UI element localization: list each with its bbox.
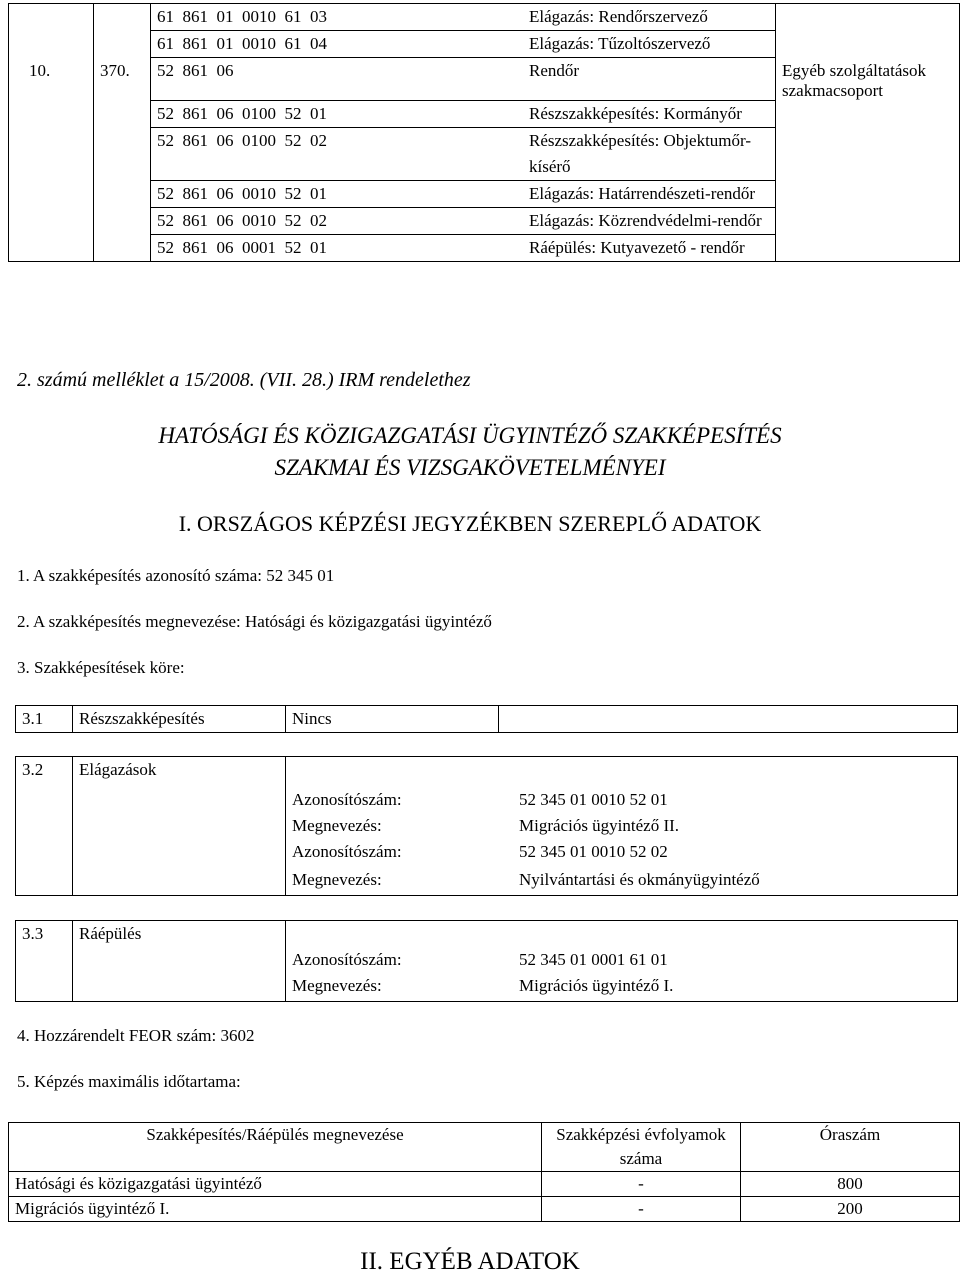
training-duration-table (8, 1122, 960, 1222)
code-cell: 52 861 06 (151, 58, 524, 101)
detail-row (286, 947, 679, 973)
table-row (9, 208, 960, 235)
years-cell: - (542, 1172, 741, 1197)
sequence-cell (94, 235, 151, 262)
row-number-cell (9, 101, 94, 128)
row-number-cell (9, 235, 94, 262)
item-2-name: 2. A szakképesítés megnevezése: Hatósági és közigazgatási ügyintéző (17, 612, 492, 631)
detail-key: Azonosítószám: (292, 950, 402, 969)
group-cell (776, 101, 960, 128)
branches-details (286, 787, 766, 893)
item-3-scope: 3. Szakképesítések köre: (17, 658, 185, 677)
code-cell: 61 861 01 0010 61 03 (151, 4, 524, 31)
code-cell: 52 861 06 0100 52 01 (151, 101, 524, 128)
sequence-cell (94, 181, 151, 208)
table-row (9, 1197, 960, 1222)
group-cell (776, 4, 960, 31)
table-row (16, 706, 958, 733)
empty-cell (499, 706, 958, 733)
table-row (9, 58, 960, 101)
years-cell: - (542, 1197, 741, 1222)
group-cell (776, 208, 960, 235)
description-cell: Elágazás: Rendőrszervező (523, 4, 776, 31)
column-header-name: Szakképesítés/Ráépülés megnevezése (9, 1123, 542, 1172)
group-cell (776, 181, 960, 208)
detail-key: Megnevezés: (292, 976, 382, 995)
qualification-name-cell: Migrációs ügyintéző I. (9, 1197, 542, 1222)
table-row (9, 101, 960, 128)
item-5-duration: 5. Képzés maximális időtartama: (17, 1072, 241, 1091)
description-cell: Elágazás: Határrendészeti-rendőr (523, 181, 776, 208)
annex-title: 2. számú melléklet a 15/2008. (VII. 28.) IRM rendelethez (17, 369, 471, 391)
detail-key: Megnevezés: (292, 816, 382, 835)
document-title-line-1: HATÓSÁGI ÉS KÖZIGAZGATÁSI ÜGYINTÉZŐ SZAKKÉPESÍTÉS (158, 423, 782, 448)
table-row (9, 1172, 960, 1197)
row-number-cell (9, 4, 94, 31)
row-number-cell (9, 31, 94, 58)
table-row (9, 181, 960, 208)
extension-details (286, 947, 679, 999)
column-header-years: Szakképzési évfolyamok száma (542, 1123, 741, 1172)
detail-row (286, 865, 766, 893)
table-row (9, 235, 960, 262)
sequence-cell (94, 4, 151, 31)
detail-row (286, 839, 766, 865)
branches-details-cell (286, 757, 958, 896)
code-cell: 52 861 06 0010 52 01 (151, 181, 524, 208)
item-1-identifier: 1. A szakképesítés azonosító száma: 52 345 01 (17, 566, 335, 585)
qualification-name-cell: Hatósági és közigazgatási ügyintéző (9, 1172, 542, 1197)
detail-row (286, 973, 679, 999)
table-row (16, 921, 958, 1002)
sub-label-cell: Ráépülés (73, 921, 286, 1002)
extension-details-cell (286, 921, 958, 1002)
table-row (9, 31, 960, 58)
extension-table (15, 920, 958, 1002)
row-number-cell (9, 181, 94, 208)
group-cell (776, 235, 960, 262)
section-1-title: I. ORSZÁGOS KÉPZÉSI JEGYZÉKBEN SZEREPLŐ ADATOK (178, 511, 762, 536)
description-cell: Részszakképesítés: Kormányőr (523, 101, 776, 128)
item-4-feor: 4. Hozzárendelt FEOR szám: 3602 (17, 1026, 255, 1045)
detail-value: 52 345 01 0010 52 02 (519, 842, 668, 861)
detail-value: Nyilvántartási és okmányügyintéző (519, 870, 760, 889)
branches-table (15, 756, 958, 896)
document-title-line-2: SZAKMAI ÉS VIZSGAKÖVETELMÉNYEI (274, 455, 666, 480)
detail-row (286, 813, 766, 839)
sub-number-cell: 3.1 (16, 706, 73, 733)
code-cell: 52 861 06 0100 52 02 (151, 128, 524, 181)
code-cell: 52 861 06 0010 52 02 (151, 208, 524, 235)
table-header-row (9, 1123, 960, 1172)
sequence-cell (94, 101, 151, 128)
detail-key: Azonosítószám: (292, 790, 402, 809)
sub-label-cell: Részszakképesítés (73, 706, 286, 733)
hours-cell: 800 (741, 1172, 960, 1197)
sequence-cell (94, 31, 151, 58)
description-cell: Részszakképesítés: Objektumőr-kísérő (523, 128, 776, 181)
sub-number-cell: 3.3 (16, 921, 73, 1002)
sequence-cell (94, 128, 151, 181)
row-number-cell: 10. (9, 58, 94, 101)
table-row (16, 757, 958, 896)
detail-row (286, 787, 766, 813)
qualification-list-table (8, 3, 960, 262)
row-number-cell (9, 128, 94, 181)
section-2-title: II. EGYÉB ADATOK (360, 1248, 580, 1275)
partial-qualification-table (15, 705, 958, 733)
code-cell: 61 861 01 0010 61 04 (151, 31, 524, 58)
sub-number-cell: 3.2 (16, 757, 73, 896)
sequence-cell: 370. (94, 58, 151, 101)
column-header-hours: Óraszám (741, 1123, 960, 1172)
description-cell: Ráépülés: Kutyavezető - rendőr (523, 235, 776, 262)
sequence-cell (94, 208, 151, 235)
document-title (0, 420, 940, 484)
detail-value: 52 345 01 0010 52 01 (519, 790, 668, 809)
row-number-cell (9, 208, 94, 235)
detail-key: Azonosítószám: (292, 842, 402, 861)
code-cell: 52 861 06 0001 52 01 (151, 235, 524, 262)
group-cell (776, 128, 960, 181)
hours-cell: 200 (741, 1197, 960, 1222)
description-cell: Rendőr (523, 58, 776, 101)
sub-value-cell: Nincs (286, 706, 499, 733)
table-row (9, 4, 960, 31)
group-cell: Egyéb szolgáltatások szakmacsoport (776, 58, 960, 101)
description-cell: Elágazás: Tűzoltószervező (523, 31, 776, 58)
sub-label-cell: Elágazások (73, 757, 286, 896)
detail-key: Megnevezés: (292, 870, 382, 889)
detail-value: 52 345 01 0001 61 01 (519, 950, 668, 969)
table-row (9, 128, 960, 181)
group-cell (776, 31, 960, 58)
detail-value: Migrációs ügyintéző I. (519, 976, 674, 995)
description-cell: Elágazás: Közrendvédelmi-rendőr (523, 208, 776, 235)
detail-value: Migrációs ügyintéző II. (519, 816, 680, 835)
